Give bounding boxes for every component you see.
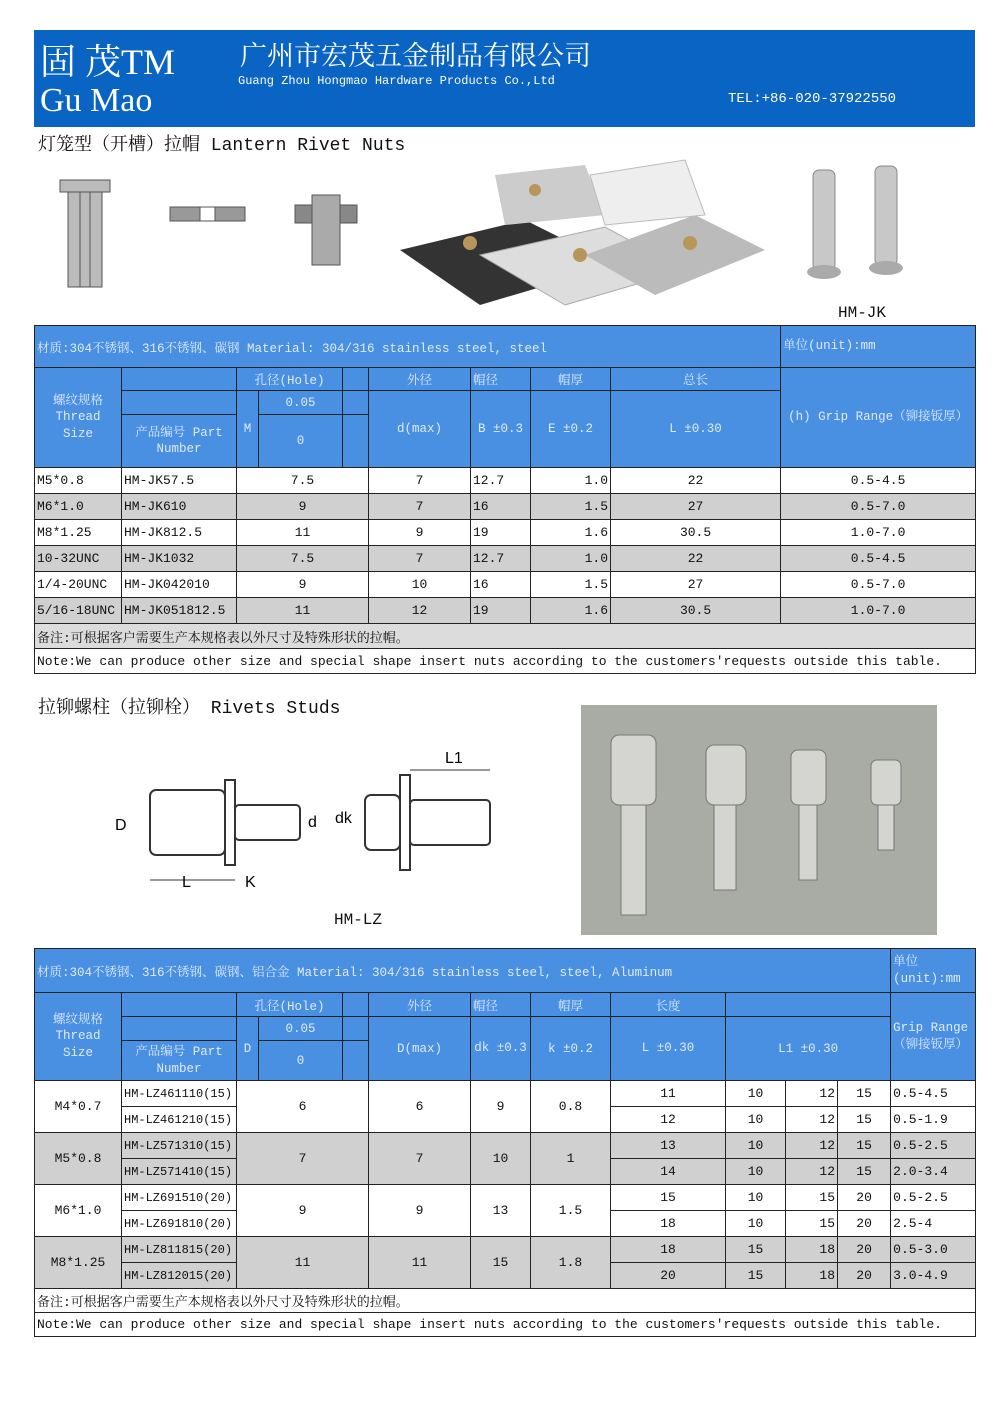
- cell-l: 13: [611, 1133, 726, 1159]
- cell-part: HM-LZ691810(20): [122, 1211, 237, 1237]
- cell-dmax: 7: [369, 1133, 471, 1185]
- header-l: L ±0.30: [611, 391, 781, 468]
- cell-grip: 0.5-4.5: [891, 1081, 976, 1107]
- table-row: [35, 1185, 976, 1211]
- cell-l1-a: 10: [726, 1159, 786, 1185]
- header-head-d: 帽径: [471, 993, 531, 1017]
- table-row: [35, 494, 976, 520]
- note-cn: 备注:可根据客户需要生产本规格表以外尺寸及特殊形状的拉帽。: [35, 1289, 976, 1313]
- label-dk: dk: [335, 810, 352, 827]
- cell-l1-c: 15: [838, 1081, 891, 1107]
- header-l: L ±0.30: [611, 1017, 726, 1081]
- cell-e: 1.6: [531, 598, 611, 624]
- note-cn: 备注:可根据客户需要生产本规格表以外尺寸及特殊形状的拉帽。: [35, 624, 976, 649]
- lantern-nut-product-photo: [795, 160, 905, 290]
- cell-hole: 7.5: [237, 546, 369, 572]
- header-b: B ±0.3: [471, 391, 531, 468]
- header-head-t: 帽厚: [531, 368, 611, 391]
- cell-l: 22: [611, 468, 781, 494]
- cell-e: 1.6: [531, 520, 611, 546]
- cell-l1-c: 20: [838, 1185, 891, 1211]
- label-L: L: [182, 874, 191, 891]
- cell-l1-c: 15: [838, 1159, 891, 1185]
- cell-dk: 13: [471, 1185, 531, 1237]
- cell-dmax: 11: [369, 1237, 471, 1289]
- cell-grip: 2.0-3.4: [891, 1159, 976, 1185]
- cell-thread: M5*0.8: [35, 468, 122, 494]
- cell-hole: 7.5: [237, 468, 369, 494]
- cell-part: HM-LZ461210(15): [122, 1107, 237, 1133]
- cell-part: HM-LZ571410(15): [122, 1159, 237, 1185]
- cell-d: 7: [369, 468, 471, 494]
- header-part: 产品编号 Part Number: [122, 1041, 237, 1081]
- header-k: k ±0.2: [531, 1017, 611, 1081]
- cell-grip: 0.5-7.0: [781, 572, 976, 598]
- cell-l1-c: 15: [838, 1107, 891, 1133]
- cell-l1-a: 15: [726, 1263, 786, 1289]
- cell-thread: 10-32UNC: [35, 546, 122, 572]
- header-tol-zero: 0: [259, 415, 343, 468]
- header-dmax: D(max): [369, 1017, 471, 1081]
- section-title-lantern: 灯笼型（开槽）拉帽 Lantern Rivet Nuts: [38, 136, 406, 156]
- cell-b: 12.7: [471, 468, 531, 494]
- cell-l1-b: 15: [786, 1185, 838, 1211]
- cell-part: HM-LZ811815(20): [122, 1237, 237, 1263]
- logo-cn: 固 茂TM: [40, 42, 176, 82]
- cell-grip: 3.0-4.9: [891, 1263, 976, 1289]
- table-row: [35, 572, 976, 598]
- rivet-stud-spec-table: [34, 948, 976, 1337]
- label-d: d: [308, 814, 317, 831]
- cell-dk: 9: [471, 1081, 531, 1133]
- header-od: 外径: [369, 993, 471, 1017]
- cell-part: HM-JK1032: [122, 546, 237, 572]
- cell-dmax: 6: [369, 1081, 471, 1133]
- cell-thread: M6*1.0: [35, 494, 122, 520]
- model-label-hm-lz: HM-LZ: [334, 911, 383, 929]
- header-m: M: [237, 391, 259, 468]
- cell-part: HM-JK57.5: [122, 468, 237, 494]
- label-K: K: [245, 874, 256, 891]
- cell-l1-a: 10: [726, 1185, 786, 1211]
- cell-e: 1.0: [531, 468, 611, 494]
- cell-thread: M5*0.8: [35, 1133, 122, 1185]
- cell-grip: 0.5-7.0: [781, 494, 976, 520]
- company-name-en: Guang Zhou Hongmao Hardware Products Co.,Ltd: [238, 74, 555, 88]
- cell-hole: 9: [237, 494, 369, 520]
- header-hole: 孔径(Hole): [237, 368, 343, 391]
- cell-part: HM-JK042010: [122, 572, 237, 598]
- cell-d: 7: [369, 494, 471, 520]
- model-label-hm-jk: HM-JK: [838, 304, 887, 322]
- header-total: 总长: [611, 368, 781, 391]
- header-d: d(max): [369, 391, 471, 468]
- cell-part: HM-LZ812015(20): [122, 1263, 237, 1289]
- header-part: 产品编号 Part Number: [122, 415, 237, 468]
- header-len: 长度: [611, 993, 726, 1017]
- cell-l: 15: [611, 1185, 726, 1211]
- material-text: 材质:304不锈钢、316不锈钢、碳钢 Material: 304/316 stainless steel, steel: [35, 326, 781, 368]
- cell-l1-b: 12: [786, 1133, 838, 1159]
- section-title-studs: 拉铆螺柱（拉铆栓） Rivets Studs: [38, 699, 341, 719]
- header-e: E ±0.2: [531, 391, 611, 468]
- table-row: [35, 1133, 976, 1159]
- cell-e: 1.5: [531, 572, 611, 598]
- header-l1: L1 ±0.30: [726, 1017, 891, 1081]
- label-D: D: [115, 817, 127, 834]
- header-tol-plus: 0.05: [259, 1017, 343, 1041]
- cell-l: 27: [611, 572, 781, 598]
- cell-d: 12: [369, 598, 471, 624]
- cell-hole: 9: [237, 1185, 369, 1237]
- cell-l: 14: [611, 1159, 726, 1185]
- cell-l1-b: 12: [786, 1081, 838, 1107]
- cell-l: 27: [611, 494, 781, 520]
- cell-l: 18: [611, 1211, 726, 1237]
- cell-grip: 2.5-4: [891, 1211, 976, 1237]
- unit-label: 单位(unit):mm: [891, 949, 976, 993]
- unit-label: 单位(unit):mm: [781, 326, 976, 368]
- cell-l1-c: 20: [838, 1237, 891, 1263]
- cell-b: 16: [471, 494, 531, 520]
- cell-dmax: 9: [369, 1185, 471, 1237]
- cell-k: 1: [531, 1133, 611, 1185]
- material-text: 材质:304不锈钢、316不锈钢、碳钢、铝合金 Material: 304/316 stainless steel, steel, Aluminum: [35, 949, 891, 993]
- cell-part: HM-JK051812.5: [122, 598, 237, 624]
- cell-hole: 6: [237, 1081, 369, 1133]
- header-thread: 螺纹规格 Thread Size: [35, 993, 122, 1081]
- header-tol-zero: 0: [259, 1041, 343, 1081]
- header-head-t: 帽厚: [531, 993, 611, 1017]
- cell-grip: 0.5-4.5: [781, 546, 976, 572]
- cell-l1-c: 20: [838, 1263, 891, 1289]
- cell-grip: 1.0-7.0: [781, 520, 976, 546]
- cell-l1-b: 12: [786, 1107, 838, 1133]
- table-row: [35, 468, 976, 494]
- cell-hole: 9: [237, 572, 369, 598]
- cell-d: 10: [369, 572, 471, 598]
- telephone: TEL:+86-020-37922550: [728, 91, 897, 107]
- cell-dk: 10: [471, 1133, 531, 1185]
- company-header: [34, 30, 975, 127]
- cell-hole: 11: [237, 598, 369, 624]
- cell-b: 19: [471, 598, 531, 624]
- cell-k: 0.8: [531, 1081, 611, 1133]
- table-row: [35, 1081, 976, 1107]
- header-head-d: 帽径: [471, 368, 531, 391]
- table-row: [35, 598, 976, 624]
- logo-en: Gu Mao: [40, 82, 153, 119]
- cell-l1-a: 10: [726, 1081, 786, 1107]
- cell-thread: 5/16-18UNC: [35, 598, 122, 624]
- table-row: [35, 546, 976, 572]
- cell-l: 11: [611, 1081, 726, 1107]
- cell-grip: 0.5-2.5: [891, 1185, 976, 1211]
- label-L1: L1: [445, 750, 463, 767]
- header-thread: 螺纹规格 Thread Size: [35, 368, 122, 468]
- cell-grip: 0.5-4.5: [781, 468, 976, 494]
- header-grip: Grip Range（铆接钣厚）: [891, 993, 976, 1081]
- cell-l1-b: 18: [786, 1263, 838, 1289]
- cell-hole: 7: [237, 1133, 369, 1185]
- cell-dk: 15: [471, 1237, 531, 1289]
- header-dk: dk ±0.3: [471, 1017, 531, 1081]
- cell-e: 1.5: [531, 494, 611, 520]
- cell-hole: 11: [237, 520, 369, 546]
- cell-l1-c: 20: [838, 1211, 891, 1237]
- company-name-cn: 广州市宏茂五金制品有限公司: [240, 41, 591, 72]
- cell-l: 18: [611, 1237, 726, 1263]
- cell-thread: M8*1.25: [35, 1237, 122, 1289]
- cell-d: 9: [369, 520, 471, 546]
- cell-thread: 1/4-20UNC: [35, 572, 122, 598]
- note-en: Note:We can produce other size and special shape insert nuts according to the customers'requests outside this table.: [35, 1313, 976, 1337]
- cell-l1-b: 18: [786, 1237, 838, 1263]
- cell-d: 7: [369, 546, 471, 572]
- cell-l1-a: 15: [726, 1237, 786, 1263]
- rivet-stud-drawing: [90, 745, 510, 895]
- cell-l1-a: 10: [726, 1211, 786, 1237]
- cell-hole: 11: [237, 1237, 369, 1289]
- cell-l1-b: 15: [786, 1211, 838, 1237]
- cell-thread: M6*1.0: [35, 1185, 122, 1237]
- lantern-nut-drawings: [50, 165, 370, 300]
- header-od: 外径: [369, 368, 471, 391]
- cell-part: HM-LZ571310(15): [122, 1133, 237, 1159]
- cell-l1-a: 10: [726, 1133, 786, 1159]
- lantern-rivet-nut-spec-table: [34, 325, 976, 674]
- rivet-stud-product-photo: [581, 705, 937, 935]
- cell-l1-a: 10: [726, 1107, 786, 1133]
- header-D: D: [237, 1017, 259, 1081]
- cell-part: HM-JK610: [122, 494, 237, 520]
- cell-grip: 0.5-1.9: [891, 1107, 976, 1133]
- table-row: [35, 1237, 976, 1263]
- header-hole: 孔径(Hole): [237, 993, 343, 1017]
- note-en: Note:We can produce other size and special shape insert nuts according to the customers'requests outside this table.: [35, 649, 976, 674]
- cell-thread: M4*0.7: [35, 1081, 122, 1133]
- cell-grip: 1.0-7.0: [781, 598, 976, 624]
- cell-b: 19: [471, 520, 531, 546]
- cell-l: 30.5: [611, 520, 781, 546]
- cell-grip: 0.5-3.0: [891, 1237, 976, 1263]
- cell-e: 1.0: [531, 546, 611, 572]
- cell-b: 16: [471, 572, 531, 598]
- lantern-nut-applications-photo: [385, 155, 775, 320]
- cell-k: 1.8: [531, 1237, 611, 1289]
- cell-b: 12.7: [471, 546, 531, 572]
- cell-part: HM-LZ461110(15): [122, 1081, 237, 1107]
- header-grip: (h) Grip Range（铆接钣厚）: [781, 368, 976, 468]
- cell-l: 12: [611, 1107, 726, 1133]
- cell-grip: 0.5-2.5: [891, 1133, 976, 1159]
- cell-k: 1.5: [531, 1185, 611, 1237]
- cell-l: 22: [611, 546, 781, 572]
- cell-l: 20: [611, 1263, 726, 1289]
- cell-l: 30.5: [611, 598, 781, 624]
- header-tol-plus: 0.05: [259, 391, 343, 415]
- cell-part: HM-LZ691510(20): [122, 1185, 237, 1211]
- table-row: [35, 520, 976, 546]
- cell-l1-b: 12: [786, 1159, 838, 1185]
- cell-part: HM-JK812.5: [122, 520, 237, 546]
- cell-thread: M8*1.25: [35, 520, 122, 546]
- cell-l1-c: 15: [838, 1133, 891, 1159]
